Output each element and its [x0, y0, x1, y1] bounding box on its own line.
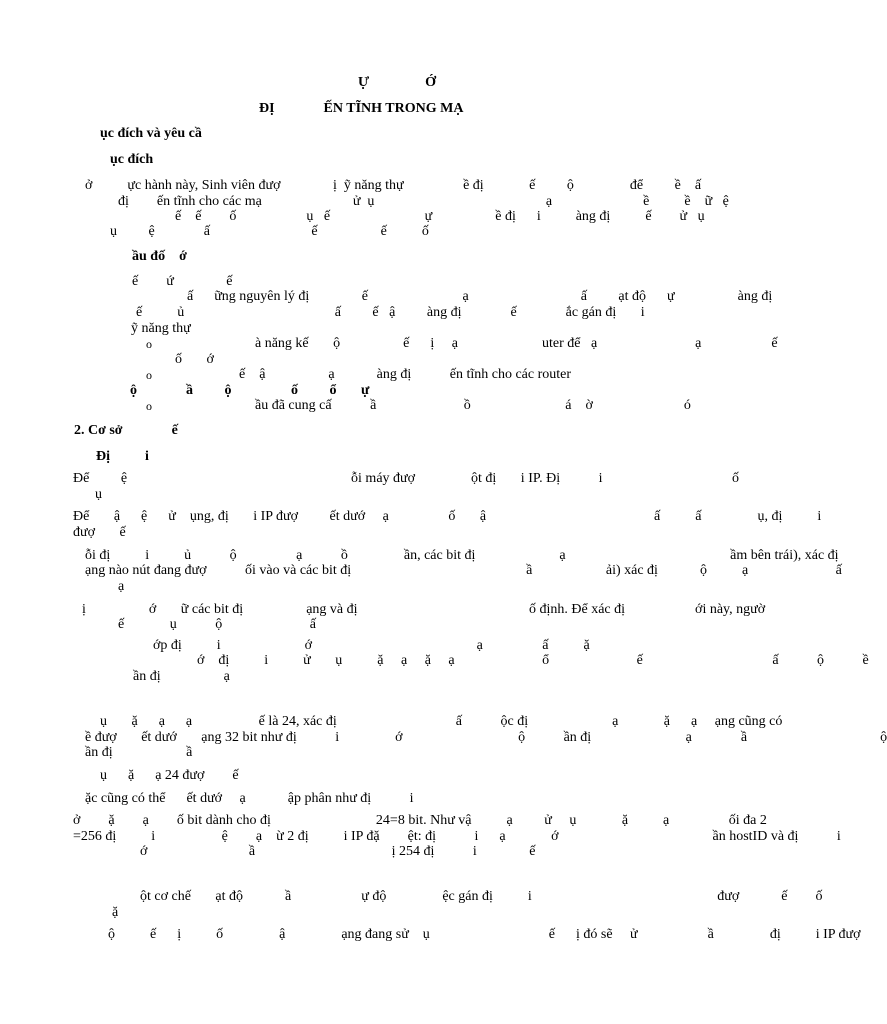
paragraph-line: ế ụ ộ ấ [118, 617, 316, 632]
paragraph-line: ạ [118, 579, 125, 594]
paragraph-line: ề đượ ết dướ ạng 32 bit như đị i ớ ộ ần đị ạ ầ ộ [85, 730, 887, 745]
paragraph-line: ần đị ầ [85, 745, 193, 760]
bullet-icon: o [146, 399, 152, 413]
paragraph-line: ột cơ chế ạt độ ầ ự độ ệc gán đị i đượ ế ố [140, 889, 823, 904]
paragraph-line: ế ủ ấ ế ậ àng đị ế ắc gán đị i [136, 305, 645, 320]
paragraph-line: ạng nào nút đang đượ ối vào và các bit đị ầ ải) xác đị ộ ạ ấ [85, 563, 842, 578]
paragraph-line: Để ệ ỗi máy đượ ột đị i IP. Đị i ố [73, 471, 739, 486]
subsection-heading: ục đích [110, 152, 154, 167]
paragraph-line: ặ [112, 905, 119, 920]
doc-subtitle: ĐỊ ẾN TĨNH TRONG MẠ [259, 101, 464, 116]
subsection-heading: Đị i [96, 449, 149, 464]
paragraph-line: ớp đị i ớ ạ ấ ặ [153, 638, 590, 653]
paragraph-line: Để ậ ệ ử ụng, đị i IP đượ ết dướ ạ ố ậ ấ ấ ụ, đị i [73, 509, 822, 524]
subsection-heading: ầu đố ớ [132, 249, 187, 264]
paragraph-line: ụ ệ ấ ế ế ố [110, 224, 429, 239]
paragraph-line: ở ặ ạ ố bit dành cho đị 24=8 bit. Như vậ ạ ử ụ ặ ạ ối đa 2 [73, 813, 767, 828]
bullet-icon: o [146, 337, 152, 351]
paragraph-line: ụ ặ ạ 24 đượ ế [100, 768, 239, 783]
bullet-icon: o [146, 368, 152, 382]
paragraph-line: ớ ầ ị 254 đị i ế [140, 844, 536, 859]
paragraph-line: đượ ế [73, 525, 126, 540]
list-item: à năng kế ộ ế ị ạ uter để ạ ạ ế [255, 336, 778, 351]
paragraph-line: ị ớ ữ các bit đị ạng và đị ố định. Để xác đị ới này, ngườ [82, 602, 766, 617]
paragraph-line: ớ đị i ử ụ ặ ạ ặ ạ ổ ế ấ ộ ề [197, 653, 869, 668]
paragraph-line: =256 đị i ệ ạ ừ 2 đị i IP đặ ệt: đị i ạ ớ ần hostID và đị i [73, 829, 841, 844]
paragraph-line: ần đị ạ [133, 669, 230, 684]
paragraph-line: ộ ầ ộ ố ổ ự [130, 383, 370, 398]
paragraph-line: ế ế ố ụ ế ự ề đị i àng đị ế ử ụ [175, 209, 705, 224]
paragraph-line: ặc cũng có thể ết dướ ạ ập phân như đị i [85, 791, 414, 806]
section-heading: ục đích và yêu cầ [100, 126, 202, 141]
paragraph-line: ấ ững nguyên lý đị ế ạ ấ ạt độ ự àng đị [187, 289, 773, 304]
paragraph-line: ụ [95, 487, 102, 502]
paragraph-line: ở ực hành này, Sinh viên đượ ị ỹ năng thự ề đị ế ộ để ề ấ [85, 178, 702, 193]
paragraph-line: ụ ặ ạ ạ ế là 24, xác đị ấ ộc đị ạ ặ ạ ạng cũng có [100, 714, 783, 729]
doc-title: Ự Ớ [358, 75, 437, 90]
section-heading: 2. Cơ sở ế [74, 423, 178, 438]
list-item: ầu đã cung cấ ầ ồ á ờ ó [255, 398, 691, 413]
paragraph-line: ố ớ [175, 352, 214, 367]
paragraph-line: ế ứ ế [132, 274, 233, 289]
list-item: ế ậ ạ àng đị ến tĩnh cho các router [239, 367, 572, 382]
paragraph-line: ộ ế ị ố ậ ạng đang sử ụ ế ị đó sẽ ử ầ đị i IP đượ [108, 927, 861, 942]
paragraph-line: ỗi đị i ủ ộ ạ ồ ần, các bit đị ạ ầm bên trái), xác đị [85, 548, 839, 563]
paragraph-line: ỹ năng thự [131, 321, 191, 336]
paragraph-line: đị ến tĩnh cho các mạ ử ụ ạ ề ề ữ ệ [118, 194, 729, 209]
